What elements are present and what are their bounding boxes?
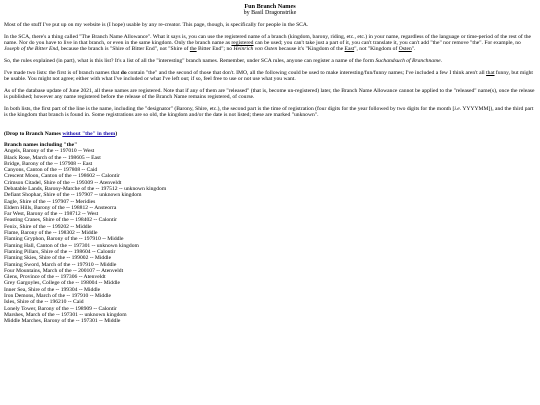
drop-navigation: (Drop to Branch Names without "the" in them) (4, 130, 118, 137)
suchandsuch-italic: Suchandsuch of Branchname (375, 57, 441, 64)
osten-underlined: Osten (398, 46, 412, 53)
ie-italic: i.e. (454, 105, 462, 112)
list-item: Fenix, Shire of the -- 199202 -- Middle (4, 223, 92, 230)
list-item: Canyons, Canton of the -- 197808 -- Caid (4, 167, 98, 174)
intro-paragraph-3: So, the rules explained (in part), what is this list? It's a list of all the "interesting" branch names. Remember, under SCA rules, anyone can register a name of the form Suchandsuch of Branchname. (4, 57, 442, 64)
list-item: Debatable Lands, Barony-Marche of the -- 197512 -- unknown kingdom (4, 185, 167, 192)
list-item: Glens, Province of the -- 197306 -- Atenveldt (4, 274, 106, 281)
list-item: Lonely Tower, Barony of the -- 198909 -- Calontir (4, 305, 117, 312)
list-item: Eagle, Shire of the -- 197907 -- Meridies (4, 198, 96, 205)
the-underlined: the (189, 46, 197, 53)
list-item: Flaming Hall, Canton of the -- 197301 -- unknown kingdom (4, 242, 139, 249)
do-bold: do (120, 69, 127, 76)
list-item: Eldern Hills, Barony of the -- 198812 -- Ansteorra (4, 204, 117, 211)
list-item: Angels, Barony of the -- 197010 -- West (4, 148, 95, 155)
intro-paragraph-5: As of the database update of June 2021, all these names are registered. Note that if any of them are "released" (that is, become un-registered) later, the Branch Name Allowance cannot be applied to the "released" name(s), once the release is published; however any name registered before the release of the Branch Name remains registered, of course. (4, 87, 535, 100)
list-item: Marshes, March of the -- 197301 -- unknown kingdom (4, 311, 127, 318)
spacer (4, 124, 536, 129)
example-bitter-end: Joseph of the Bitter End (4, 46, 59, 53)
page-title: Fun Branch Names (244, 3, 296, 10)
intro-paragraph-4: I've made two lists: the first is of branch names that do contain "the" and the second of those that don't. IMO, all the following could be used to make interesting/fun/funny names; I've included a few I think aren't all that funny, but might be usable. You might not agree; either with what I've included or what I've left out; if so, feel free to use or not use what you want. (4, 69, 533, 82)
branch-list (4, 148, 536, 324)
list-item: Far West, Barony of the -- 198712 -- West (4, 211, 99, 218)
list-item: Flaming Pillars, Shire of the -- 198604 -- Calontir (4, 248, 116, 255)
list-item: Iron Demons, March of the -- 197910 -- Middle (4, 293, 112, 300)
list-item: Isles, Shire of the -- 196210 -- Caid (4, 299, 84, 306)
list-item: Flaming Sword, March of the -- 197910 -- Middle (4, 261, 117, 268)
registered-underlined: registered (231, 39, 254, 46)
intro-paragraph-2: In the SCA, there's a thing called "The Branch Name Allowance". What it says is, you can use the registered name of a branch (kingdom, barony, riding, etc., etc.) in your name, regardless of the language or time-period of the rest of the name. Nor do you have to live in that branch, or even in the same kingdom. Only the branch name as registered can be used; you can't take just a part of it, you can't translate it, you can't add "the" nor remove "the". For example, no Joseph of the Bitter End, because the branch is "Shire of Bitter End", not "Shire of the Bitter End"; no Heinrich von Osten because it's "Kingdom of the East", not "Kingdom of Osten". (4, 33, 532, 53)
list-item: Defiant Shophar, Shire of the -- 197907 -- unknown kingdom (4, 192, 142, 199)
list-item: Crescent Moon, Canton of the -- 198602 -- Calontir (4, 173, 120, 180)
list-item: Crimson Citadel, Shire of the -- 199309 -- Atenveldt (4, 179, 122, 186)
list-item: Black Rose, March of the -- 198605 -- East (4, 154, 101, 161)
list-heading-with-the: Branch names including "the" (4, 141, 78, 148)
list-item: Feasting Cranes, Shire of the -- 198402 -- Calontir (4, 217, 117, 224)
east-underlined: East (344, 46, 355, 53)
list-item: Inner Sea, Shire of the -- 199304 -- Middle (4, 286, 101, 293)
example-heinrich: Heinrich von Osten (233, 46, 278, 53)
list-item: Four Mountains, March of the -- 200107 -- Atenveldt (4, 267, 124, 274)
drop-link-without-the[interactable]: without "the" in them (62, 130, 116, 137)
list-item: Middle Marches, Barony of the -- 197301 -- Middle (4, 318, 121, 325)
intro-paragraph-1: Most of the stuff I've put up on my website is (I hope) usable by any re-creator. This page, though, is specifically for people in the SCA. (4, 22, 309, 28)
list-item: Flame, Barony of the -- 198302 -- Middle (4, 230, 98, 237)
list-item: Grey Gargoyles, College of the -- 198004 -- Middle (4, 280, 120, 287)
list-item: Flaming Skies, Shire of the -- 199002 -- Middle (4, 255, 112, 262)
intro-paragraph-6: In both lists, the first part of the line is the name, including the "designator" (Barony, Shire, etc.), the second part is the time of registration (four digits for the year followed by two digits for the month [i.e. YYYYMM]), and the third part is the kingdom that branch is found in. Some registrations are so old, the kingdom and/or the date is not listed; these are marked "unknown". (4, 105, 534, 118)
page-byline: by Basil Dragonstrike (243, 10, 297, 16)
that-underlined: that (486, 69, 495, 76)
list-item: Bridge, Barony of the -- 197908 -- East (4, 160, 93, 167)
list-item: Flaming Gryphon, Barony of the -- 197910 -- Middle (4, 236, 124, 243)
